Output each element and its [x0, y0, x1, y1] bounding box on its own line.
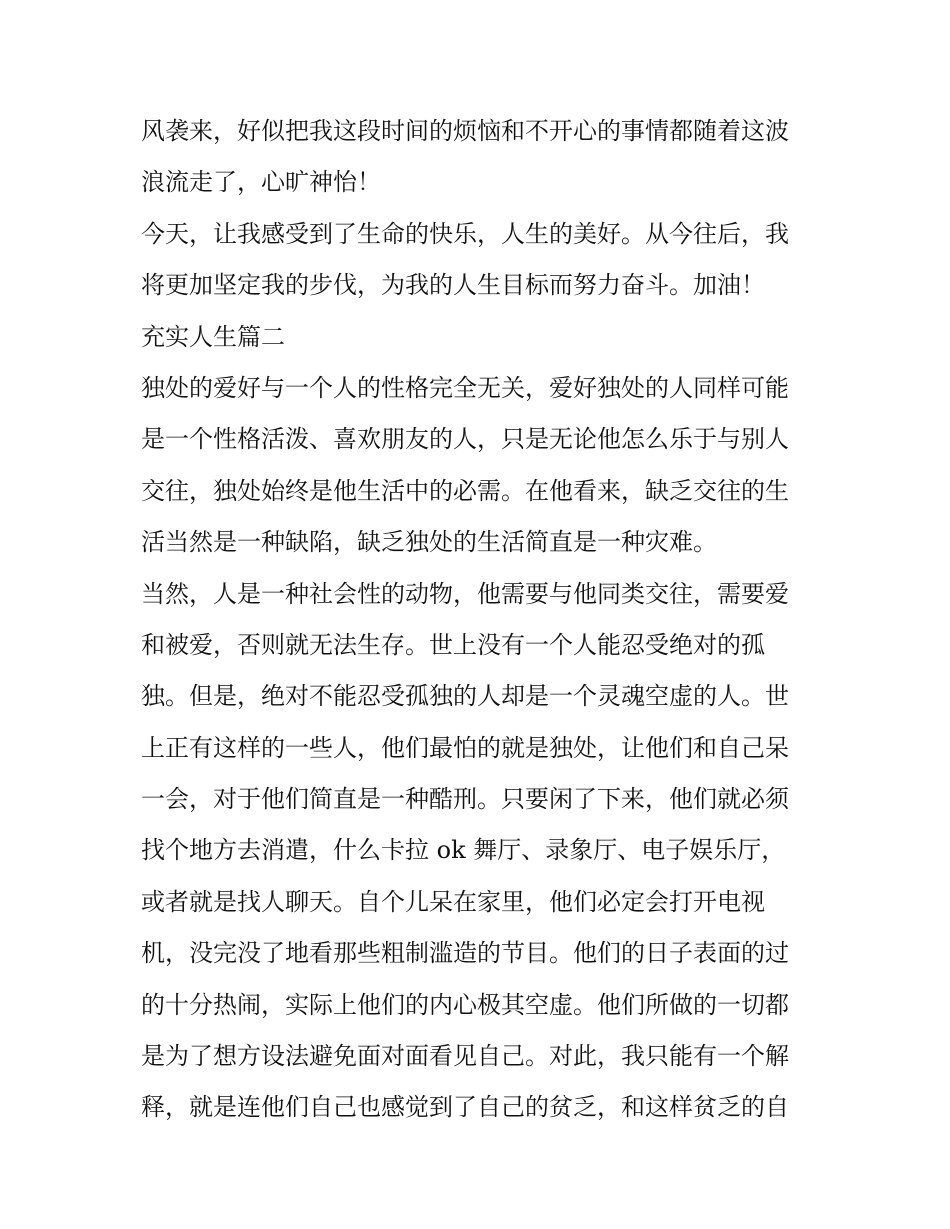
text-line: 独。但是，绝对不能忍受孤独的人却是一个灵魂空虚的人。世	[141, 682, 789, 711]
text-line: 独处的爱好与一个人的性格完全无关，爱好独处的人同样可能	[141, 373, 789, 402]
text-line: 当然，人是一种社会性的动物，他需要与他同类交往，需要爱	[141, 579, 789, 608]
text-line: 上正有这样的一些人，他们最怕的就是独处，让他们和自己呆	[141, 733, 789, 762]
text-line: 释，就是连他们自己也感觉到了自己的贫乏，和这样贫乏的自	[141, 1093, 789, 1122]
text-line: 找个地方去消遣，什么卡拉 ok 舞厅、录象厅、电子娱乐厅，	[141, 836, 786, 865]
text-line: 机，没完没了地看那些粗制滥造的节目。他们的日子表面的过	[141, 939, 789, 968]
section-heading: 充实人生篇二	[141, 322, 285, 351]
text-line: 一会，对于他们简直是一种酷刑。只要闲了下来，他们就必须	[141, 785, 789, 814]
text-line: 风袭来，好似把我这段时间的烦恼和不开心的事情都随着这波	[141, 117, 789, 145]
text-line: 交往，独处始终是他生活中的必需。在他看来，缺乏交往的生	[141, 476, 789, 505]
text-line: 浪流走了，心旷神怡！	[141, 168, 381, 197]
text-line: 活当然是一种缺陷，缺乏独处的生活简直是一种灾难。	[141, 528, 717, 557]
text-line: 是一个性格活泼、喜欢朋友的人，只是无论他怎么乐于与别人	[141, 425, 789, 454]
text-line: 将更加坚定我的步伐，为我的人生目标而努力奋斗。加油！	[141, 271, 765, 300]
text-line: 是为了想方设法避免面对面看见自己。对此，我只能有一个解	[141, 1042, 789, 1071]
document-body	[141, 106, 821, 1134]
text-line: 或者就是找人聊天。自个儿呆在家里，他们必定会打开电视	[141, 887, 765, 916]
text-line: 今天，让我感受到了生命的快乐，人生的美好。从今往后，我	[141, 219, 789, 248]
text-line: 和被爱，否则就无法生存。世上没有一个人能忍受绝对的孤	[141, 630, 765, 659]
text-line: 的十分热闹，实际上他们的内心极其空虚。他们所做的一切都	[141, 990, 789, 1019]
